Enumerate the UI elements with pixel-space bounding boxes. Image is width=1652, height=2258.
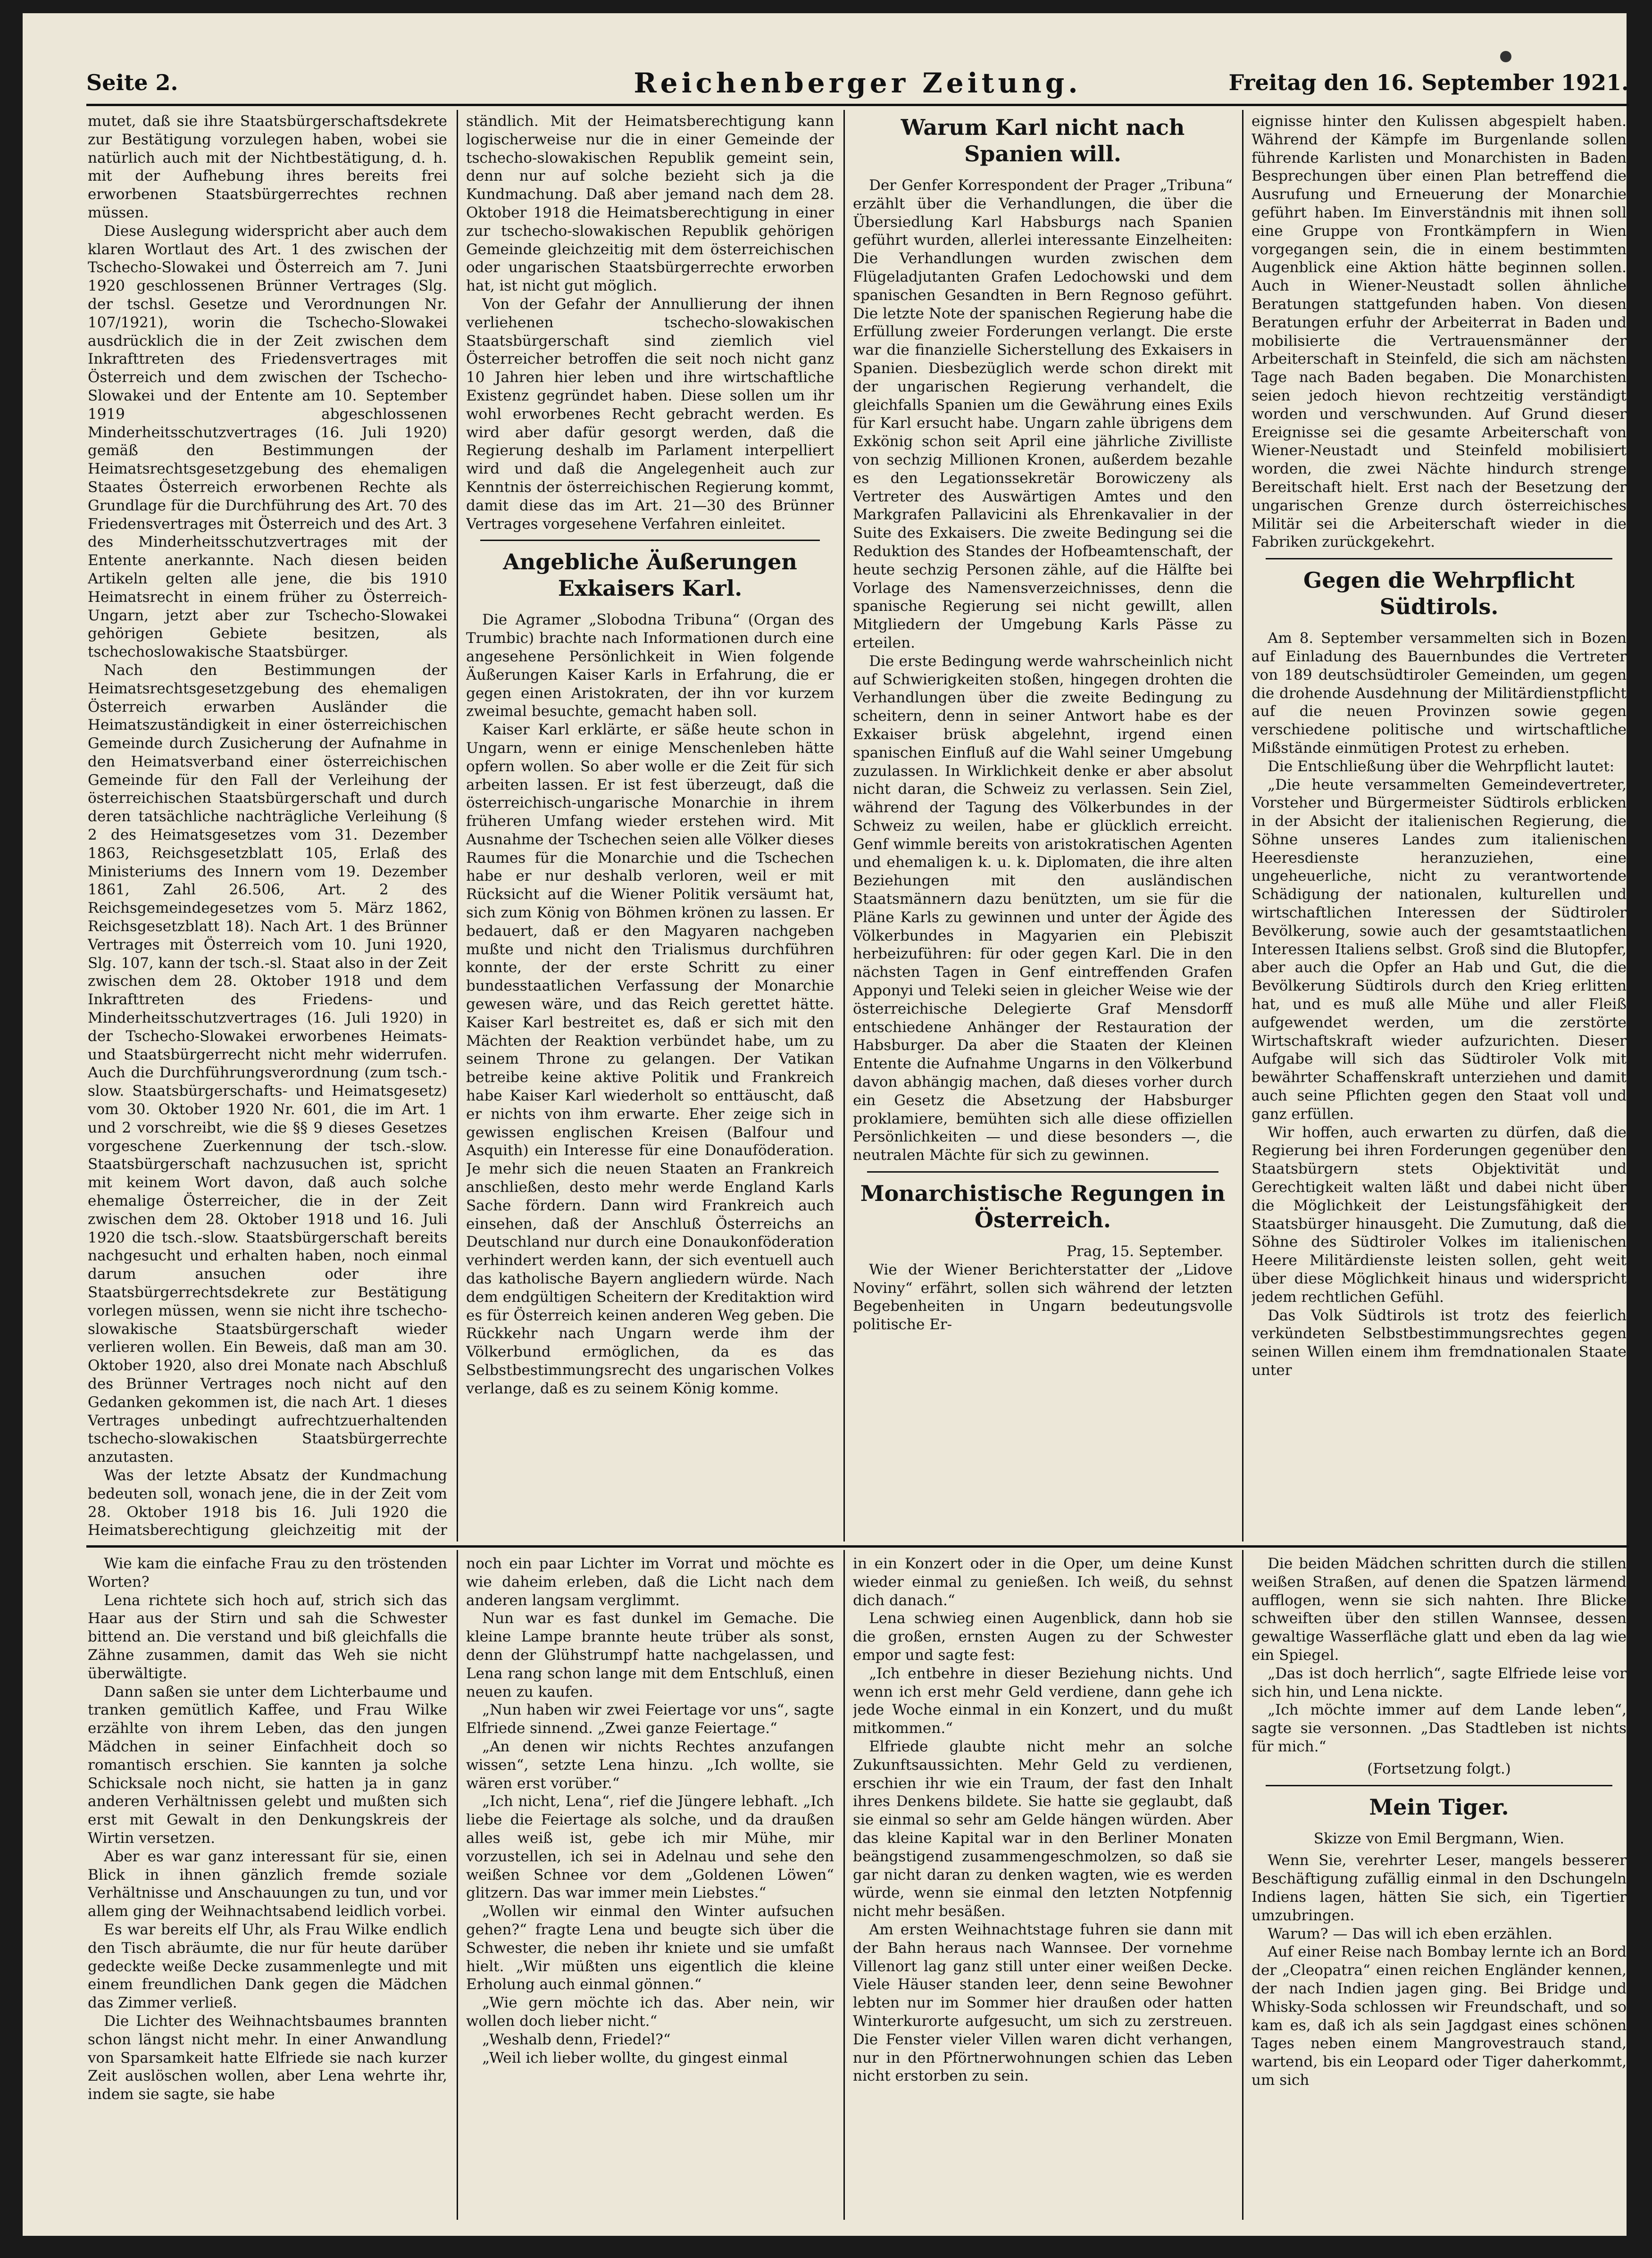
paragraph: Aber es war ganz interessant für sie, einen Blick in ihnen gänzlich fremde soziale Verhältnisse und Anschauungen zu tun, und vor allem ging der Weihnachtsabend leidlich vorbei. (88, 1848, 447, 1920)
paragraph: Dann saßen sie unter dem Lichterbaume und tranken gemütlich Kaffee, und Frau Wilke erzählte von ihrem Leben, das den jungen Mädchen in seiner Einfachheit doch so romantisch erschien. Sie kannten ja solche Schicksale noch nicht, sie hatten ja in ganz anderen Verhältnissen gelebt und mußten sich erst mit Gewalt in den Denkungskreis der Wirtin versetzen. (88, 1683, 447, 1847)
paragraph: Der Genfer Korrespondent der Prager „Tribuna“ erzählt über die Verhandlungen, die über die Übersiedlung Karl Habsburgs nach Spanien geführt wurden, allerlei interessante Einzelheiten: Die Verhandlungen wurden zwischen dem Flügeladjutanten Grafen Ledochowski und dem spanischen Gesandten in Bern Regnoso geführt. Die letzte Note der spanischen Regierung habe die Erfüllung zweier Forderungen verlangt. Die erste war die finanzielle Sicherstellung des Exkaisers in Spanien. Diesbezüglich werde schon direkt mit der ungarischen Regierung verhandelt, die gleichfalls Spanien um die Gewährung eines Exils für Karl ersucht habe. Ungarn zahle übrigens dem Exkönig schon seit April eine jährliche Zivilliste von sechzig Millionen Kronen, außerdem bezahle es den Legationssekretär Borowiczeny als Vertreter des Auswärtigen Amtes und den Markgrafen Pallavicini als Ehrenkavalier in der Suite des Exkaisers. Die zweite Bedingung sei die Reduktion des Standes der Hofbeamtenschaft, der heute sechzig Personen zähle, auf die Hälfte bei Vorlage des Namensverzeichnisses, denn die spanische Regierung sei nicht gewillt, allen Mitgliedern der Umgebung Karls Pässe zu erteilen. (853, 177, 1233, 651)
paragraph: in ein Konzert oder in die Oper, um deine Kunst wieder einmal zu genießen. Ich weiß, du sehnst dich danach.“ (853, 1555, 1233, 1609)
article-column-4 (1252, 112, 1627, 1539)
paragraph: „Ich möchte immer auf dem Lande leben“, sagte sie versonnen. „Das Stadtleben ist nichts für mich.“ (1252, 1701, 1627, 1755)
article-column-2 (466, 112, 834, 1539)
column-divider (843, 1550, 845, 2220)
paragraph: „Nun haben wir zwei Feiertage vor uns“, sagte Elfriede sinnend. „Zwei ganze Feiertage.“ (466, 1701, 834, 1737)
binding-hole-mark (1500, 51, 1511, 62)
column-divider (457, 110, 458, 1541)
paragraph: noch ein paar Lichter im Vorrat und möchte es wie daheim erleben, daß die Licht nach dem anderen langsam verglimmt. (466, 1555, 834, 1609)
paragraph: „Wollen wir einmal den Winter aufsuchen gehen?“ fragte Lena und beugte sich über die Schwester, die neben ihr kniete und sie umfaßt hielt. „Wir müßten uns eigentlich die kleine Erholung auch einmal gönnen.“ (466, 1903, 834, 1993)
feuilleton-rule (86, 1545, 1629, 1548)
paragraph: mutet, daß sie ihre Staatsbürgerschaftsdekrete zur Bestätigung vorzulegen haben, wobei sie natürlich auch mit der Nichtbestätigung, d. h. mit der Aufhebung ihres bereits frei erworbenen Staatsbürgerrechtes rechnen müssen. (88, 113, 447, 221)
paragraph: „Wie gern möchte ich das. Aber nein, wir wollen doch lieber nicht.“ (466, 1994, 834, 2030)
paragraph: Auf einer Reise nach Bombay lernte ich an Bord der „Cleopatra“ einen reichen Engländer kennen, der nach Indien jagen ging. Bei Bridge und Whisky-Soda schlossen wir Freundschaft, und so kam es, daß ich als sein Jagdgast eines schönen Tages neben einem Mangrovestrauch stand, wartend, bis ein Leopard oder Tiger daherkommt, um sich (1252, 1943, 1627, 2089)
column-divider (1242, 1550, 1243, 2220)
paragraph: eignisse hinter den Kulissen abgespielt haben. Während der Kämpfe im Burgenlande sollen führende Karlisten und Monarchisten in Baden Besprechungen über einen Plan betreffend die Ausrufung und Erneuerung der Monarchie geführt haben. Im Einverständnis mit ihnen soll eine Gruppe von Frontkämpfern in Wien vorgegangen sein, die in einem bestimmten Augenblick eine Aktion hätte beginnen sollen. Auch in Wiener-Neustadt sollen ähnliche Beratungen stattgefunden haben. Von diesen Beratungen erfuhr der Arbeiterrat in Baden und mobilisierte die Vertrauensmänner der Arbeiterschaft in Steinfeld, die sich am nächsten Tage nach Baden begaben. Die Monarchisten seien jedoch hievon rechtzeitig verständigt worden und verschwunden. Auf Grund dieser Ereignisse sei die gesamte Arbeiterschaft von Wiener-Neustadt und Steinfeld mobilisiert worden, die zwei Nächte hindurch strenge Bereitschaft hielt. Erst nach der Besetzung der ungarischen Grenze durch österreichisches Militär sei die Arbeiterschaft wieder in die Fabriken zurückgekehrt. (1252, 113, 1627, 551)
article-headline: Warum Karl nicht nach Spanien will. (901, 115, 1185, 167)
article-headline: Gegen die Wehrpflicht Südtirols. (1303, 567, 1575, 620)
newspaper-page (23, 13, 1627, 2236)
paragraph: Wie kam die einfache Frau zu den tröstenden Worten? (88, 1555, 447, 1591)
paragraph: Von der Gefahr der Annullierung der ihnen verliehenen tschecho-slowakischen Staatsbürgerschaft sind ziemlich viel Österreicher betroffen die seit noch nicht ganz 10 Jahren hier leben und ihre wirtschaftliche Existenz gegründet haben. Diese sollen um ihr wohl erworbenes Recht gebracht werden. Es wird aber dafür gesorgt werden, daß die Regierung deshalb im Parlament interpelliert wird und daß die Angelegenheit auch zur Kenntnis der österreichischen Regierung kommt, damit diese das im Art. 21—30 des Brünner Vertrages vorgesehene Verfahren einleitet. (466, 295, 834, 533)
article-separator (1266, 1785, 1612, 1786)
feuilleton-column-2 (466, 1555, 834, 2220)
paragraph: Die Lichter des Weihnachtsbaumes brannten schon längst nicht mehr. In einer Anwandlung von Sparsamkeit hatte Elfriede sie nach kurzer Zeit auslöschen wollen, aber Lena wehrte ihr, indem sie sagte, sie habe (88, 2012, 447, 2103)
paragraph: Wenn Sie, verehrter Leser, mangels besserer Beschäftigung zufällig einmal in den Dschungeln Indiens lagen, hätten Sie sich, ein Tigertier umzubringen. (1252, 1852, 1627, 1924)
page-number: Seite 2. (86, 70, 178, 95)
article-column-1 (88, 112, 447, 1539)
paragraph: Die Agramer „Slobodna Tribuna“ (Organ des Trumbic) brachte nach Informationen durch eine angesehene Persönlichkeit in Wien folgende Äußerungen Kaiser Karls in Erfahrung, die er gegen einen Aristokraten, der ihn vor kurzem zweimal besuchte, gemacht haben soll. (466, 611, 834, 720)
paragraph: Nach den Bestimmungen der Heimatsrechtsgesetzgebung des ehemaligen Österreich erwarben Ausländer die Heimatszuständigkeit in einer österreichischen Gemeinde durch Zusicherung der Aufnahme in den Heimatsverband einer österreichischen Gemeinde für den Fall der Verleihung der österreichischen Staatsbürgerschaft und durch deren tatsächliche nachträgliche Verleihung (§ 2 des Heimatsgesetzes vom 31. Dezember 1863, Reichsgesetzblatt 105, Erlaß des Ministeriums des Innern vom 19. Dezember 1861, Zahl 26.506, Art. 2 des Reichsgemeindegesetzes vom 5. März 1862, Reichsgesetzblatt 18). Nach Art. 1 des Brünner Vertrages mit Österreich vom 10. Juni 1920, Slg. 107, kann der tsch.-sl. Staat also in der Zeit zwischen dem 28. Oktober 1918 und dem Inkrafttreten des Friedens- und Minderheitsschutzvertrages (16. Juli 1920) in der Tschecho-Slowakei erworbenes Heimats- und Staatsbürgerrecht nicht mehr widerrufen. Auch die Durchführungsverordnung (zum tsch.-slow. Staatsbürgerschafts- und Heimatsgesetz) vom 30. Oktober 1920 Nr. 601, die im Art. 1 und 2 vorschreibt, wie die §§ 9 dieses Gesetzes vorgeschene Zuerkennung der tsch.-slow. Staatsbürgerschaft nachzusuchen ist, spricht mit keinem Wort davon, daß auch solche ehemalige Österreicher, die in der Zeit zwischen dem 28. Oktober 1918 und 16. Juli 1920 die tsch.-slow. Staatsbürgerschaft bereits nachgesucht und erhalten haben, noch einmal darum ansuchen oder ihre Staatsbürgerrechtsdekrete zur Bestätigung vorlegen müssen, wenn sie nicht ihre tschecho-slowakische Staatsbürgerschaft wieder verlieren wollen. Ein Beweis, daß man am 30. Oktober 1920, also drei Monate nach Abschluß des Brünner Vertrages noch nicht auf den Gedanken gekommen ist, die nach Art. 1 dieses Vertrages unbedingt aufrechtzuerhaltenden tschecho-slowakischen Staatsbürgerrechte anzutasten. (88, 661, 447, 1466)
paragraph: Es war bereits elf Uhr, als Frau Wilke endlich den Tisch abräumte, die nur für heute darüber gedeckte weiße Decke zusammenlegte und mit einem freundlichen Dank gegen die Mädchen das Zimmer verließ. (88, 1921, 447, 2012)
paragraph: Am ersten Weihnachtstage fuhren sie dann mit der Bahn heraus nach Wannsee. Der vornehme Villenort lag ganz still unter einer weißen Decke. Viele Häuser standen leer, denn seine Bewohner lebten nur im Sommer hier draußen oder hatten Winterkurorte aufgesucht, um sich zu zerstreuen. Die Fenster vieler Villen waren dicht verhangen, nur in den Pförtnerwohnungen schien das Leben nicht erstorben zu sein. (853, 1921, 1233, 2085)
article-headline: Monarchistische Regungen in Österreich. (860, 1181, 1226, 1233)
paragraph: Was der letzte Absatz der Kundmachung bedeuten soll, wonach jene, die in der Zeit vom 28. Oktober 1918 bis 16. Juli 1920 die Heimatsberechtigung gleichzeitig mit der (88, 1466, 447, 1539)
paragraph: „Weil ich lieber wollte, du gingest einmal (482, 2049, 788, 2066)
masthead-rule (86, 104, 1629, 106)
paragraph: Die Entschließung über die Wehrpflicht lautet: (1268, 758, 1615, 775)
feuilleton-column-1 (88, 1555, 447, 2220)
paragraph: Lena richtete sich hoch auf, strich sich das Haar aus der Stirn und sah die Schwester bittend an. Die verstand und biß gleichfalls die Zähne zusammen, damit das Weh sie nicht überwältigte. (88, 1591, 447, 1682)
masthead (86, 65, 1629, 108)
column-divider (1242, 110, 1243, 1541)
feuilleton-column-4 (1252, 1555, 1627, 2220)
paragraph: Wie der Wiener Berichterstatter der „Lidove Noviny“ erfährt, sollen sich während der letzten Begebenheiten in Ungarn bedeutungsvolle politische Er- (853, 1261, 1233, 1333)
paragraph: „Ich entbehre in dieser Beziehung nichts. Und wenn ich erst mehr Geld verdiene, dann gehe ich jede Woche einmal in ein Konzert, und du mußt mitkommen.“ (853, 1665, 1233, 1737)
article-separator (867, 1171, 1218, 1173)
byline: Skizze von Emil Bergmann, Wien. (1313, 1830, 1565, 1847)
continuation-note: (Fortsetzung folgt.) (1367, 1760, 1511, 1777)
paragraph: Kaiser Karl erklärte, er säße heute schon in Ungarn, wenn er einige Menschenleben hätte opfern wollen. So aber wolle er die Zeit für sich arbeiten lassen. Er ist fest überzeugt, daß die österreichisch-ungarische Monarchie in ihrem früheren Umfang wieder erstehen wird. Mit Ausnahme der Tschechen seien alle Völker dieses Raumes für die Monarchie und die Tschechen habe er nur deshalb verloren, weil er mit Rücksicht auf die Wiener Politik versäumt hat, sich zum König von Böhmen krönen zu lassen. Er bedauert, daß er den Magyaren nachgeben mußte und nicht den Trialismus durchführen konnte, der der erste Schritt zu einer bundesstaatlichen Verfassung der Monarchie gewesen wäre, und das Reich gerettet hätte. Kaiser Karl bestreitet es, daß er sich mit den Mächten der Reaktion verbündet habe, um zu seinem Throne zu gelangen. Der Vatikan betreibe keine aktive Politik und Frankreich habe Kaiser Karl wiederholt so enttäuscht, daß er nichts von ihm erwarte. Eher zeige sich in gewissen englischen Kreisen (Balfour und Asquith) ein Interesse für eine Donauföderation. Je mehr sich die neuen Staaten an Frankreich anschließen, desto mehr werde England Karls Sache fördern. Dann wird Frankreich auch einsehen, daß der Anschluß Österreichs an Deutschland nur durch eine Donaukonföderation verhindert werden kann, der sich eventuell auch das katholische Bayern angliedern würde. Nach dem endgültigen Scheitern der Kreditaktion wird es für Österreich keinen anderen Weg geben. Die Rückkehr nach Ungarn werde ihm der Völkerbund ermöglichen, da es das Selbstbestimmungsrecht des ungarischen Volkes verlange, daß es zu seinem König komme. (466, 721, 834, 1397)
feuilleton-column-3 (853, 1555, 1233, 2220)
paragraph: ständlich. Mit der Heimatsberechtigung kann logischerweise nur die in einer Gemeinde der tschecho-slowakischen Republik gemeint sein, denn nur auf solche bezieht sich ja die Kundmachung. Daß aber jemand nach dem 28. Oktober 1918 die Heimatsberechtigung in einer zur tschecho-slowakischen Republik gehörigen Gemeinde gleichzeitig mit dem österreichischen oder ungarischen Staatsbürgerrechte erworben hat, ist nicht gut möglich. (466, 113, 834, 295)
paragraph: Das Volk Südtirols ist trotz des feierlich verkündeten Selbstbestimmungsrechtes gegen seinen Willen einem ihm fremdnationalen Staate unter (1252, 1307, 1627, 1379)
paragraph: Die erste Bedingung werde wahrscheinlich nicht auf Schwierigkeiten stoßen, hingegen drohten die Verhandlungen über die zweite Bedingung zu scheitern, denn in seiner Antwort habe es der Exkaiser brüsk abgelehnt, irgend einen spanischen Einfluß auf die Wahl seiner Umgebung zuzulassen. In Wirklichkeit denke er aber absolut nicht daran, die Schweiz zu verlassen. Sein Ziel, während der Tagung des Völkerbundes in der Schweiz zu weilen, habe er glücklich erreicht. Genf wimmle bereits von aristokratischen Agenten und ehemaligen k. u. k. Diplomaten, die ihre alten Beziehungen mit den ausländischen Staatsmännern dazu benützten, um sie für die Pläne Karls zu gewinnen und unter der Ägide des Völkerbundes in Magyarien ein Plebiszit herbeizuführen: für oder gegen Karl. Die in den nächsten Tagen in Genf eintreffenden Grafen Apponyi und Teleki seien in gleicher Weise wie der österreichische Delegierte Graf Mensdorff entschiedene Anhänger der Restauration der Habsburger. Da aber die Staaten der Kleinen Entente die Aufnahme Ungarns in den Völkerbund davon abhängig machen, daß dieses vorher durch ein Gesetz die Absetzung der Habsburger proklamiere, bemühten sich alle diese offiziellen Persönlichkeiten — und diese besonders —, die neutralen Mächte für sich zu gewinnen. (853, 652, 1233, 1164)
newspaper-title: Reichenberger Zeitung. (634, 67, 1082, 99)
paragraph: „Ich nicht, Lena“, rief die Jüngere lebhaft. „Ich liebe die Feiertage als solche, und da draußen alles weiß ist, gebe ich mir Mühe, mir vorzustellen, ich sei in Adelnau und sehe den weißen Schnee vor dem „Goldenen Löwen“ glitzern. Das war immer mein Liebstes.“ (466, 1793, 834, 1902)
paragraph: Nun war es fast dunkel im Gemache. Die kleine Lampe brannte heute trüber als sonst, denn der Glühstrumpf hatte nachgelassen, und Lena rang schon lange mit dem Entschluß, einen neuen zu kaufen. (466, 1610, 834, 1700)
story-headline: Mein Tiger. (1369, 1794, 1509, 1820)
dateline: Prag, 15. September. (1067, 1243, 1223, 1260)
paragraph: Die beiden Mädchen schritten durch die stillen weißen Straßen, auf denen die Spatzen lärmend aufflogen, wenn sie sich nahten. Ihre Blicke schweiften über den stillen Wannsee, dessen gewaltige Wasserfläche glatt und eben da lag wie ein Spiegel. (1252, 1555, 1627, 1664)
paragraph: Diese Auslegung widerspricht aber auch dem klaren Wortlaut des Art. 1 des zwischen der Tschecho-Slowakei und Österreich am 7. Juni 1920 geschlossenen Brünner Vertrages (Slg. der tschsl. Gesetze und Verordnungen Nr. 107/1921), worin die Tschecho-Slowakei ausdrücklich die in der Zeit zwischen dem Inkrafttreten des Friedensvertrages mit Österreich und dem zwischen der Tschecho-Slowakei und der Entente am 10. September 1919 abgeschlossenen Minderheitsschutzvertrages (16. Juli 1920) gemäß den Bestimmungen der Heimatsrechtsgesetzgebung des ehemaligen Staates Österreich erworbenen Rechte als Grundlage für die Durchführung des Art. 70 des Friedensvertrages mit Österreich und des Art. 3 des Minderheitsschutzvertrages mit der Entente anerkannte. Nach diesen beiden Artikeln gelten alle jene, die bis 1910 Heimatsrecht in einem früher zu Österreich-Ungarn, jetzt aber zur Tschecho-Slowakei gehörigen Gebiete besitzen, als tschechoslowakische Staatsbürger. (88, 222, 447, 661)
paragraph: Warum? — Das will ich eben erzählen. (1268, 1925, 1552, 1942)
column-divider (457, 1550, 458, 2220)
paragraph: Wir hoffen, auch erwarten zu dürfen, daß die Regierung bei ihren Forderungen gegenüber den Staatsbürgern stets Objektivität und Gerechtigkeit walten läßt und dabei nicht über die Möglichkeit der Leistungsfähigkeit der Staatsbürger hinausgeht. Die Zumutung, daß die Söhne des Südtiroler Volkes im italienischen Heere Militärdienste leisten sollen, geht weit über diese Möglichkeit hinaus und widerspricht jedem rechtlichen Gefühl. (1252, 1124, 1627, 1306)
paragraph: „An denen wir nichts Rechtes anzufangen wissen“, setzte Lena hinzu. „Ich wollte, sie wären erst vorüber.“ (466, 1738, 834, 1792)
article-headline: Angebliche Äußerungen Exkaisers Karl. (503, 549, 797, 601)
paragraph: Elfriede glaubte nicht mehr an solche Zukunftsaussichten. Mehr Geld zu verdienen, erschien ihr wie ein Traum, der fast den Inhalt ihres Denkens bildete. Sie hatte sie geglaubt, daß sie einmal so sehr am Gelde hängen würden. Aber das kleine Kapital war in den Berliner Monaten beängstigend zusammengeschmolzen, so daß sie gar nicht daran zu denken wagten, wie es werden würde, wenn sie einmal den letzten Notpfennig nicht mehr besäßen. (853, 1738, 1233, 1920)
paragraph: „Die heute versammelten Gemeindevertreter, Vorsteher und Bürgermeister Südtirols erblicken in der Absicht der italienischen Regierung, die Söhne unseres Landes zum italienischen Heeresdienste heranzuziehen, eine ungeheuerliche, nicht zu verantwortende Schädigung der nationalen, kulturellen und wirtschaftlichen Interessen der Südtiroler Bevölkerung, sowie auch der gesamtstaatlichen Interessen Italiens selbst. Groß sind die Blutopfer, aber auch die Opfer an Hab und Gut, die die Bevölkerung Südtirols durch den Krieg erlitten hat, und es muß alle Mühe und aller Fleiß aufgewendet werden, um die zerstörte Wirtschaftskraft wieder aufzurichten. Dieser Aufgabe will sich das Südtiroler Volk mit bewährter Schaffenskraft unterziehen und damit auch seine Pflichten gegen den Staat voll und ganz erfüllen. (1252, 776, 1627, 1123)
article-separator (480, 540, 820, 541)
paragraph: Lena schwieg einen Augenblick, dann hob sie die großen, ernsten Augen zu der Schwester empor und sagte fest: (853, 1610, 1233, 1664)
column-divider (843, 110, 845, 1541)
paragraph: Am 8. September versammelten sich in Bozen auf Einladung des Bauernbundes die Vertreter von 189 deutschsüdtiroler Gemeinden, um gegen die drohende Ausdehnung der Militärdienstpflicht auf die neuen Provinzen sowie gegen verschiedene politische und wirtschaftliche Mißstände einmütigen Protest zu erheben. (1252, 630, 1627, 757)
article-column-3 (853, 112, 1233, 1539)
issue-date: Freitag den 16. September 1921. (1228, 70, 1629, 95)
paragraph: „Weshalb denn, Friedel?“ (482, 2031, 671, 2048)
paragraph: „Das ist doch herrlich“, sagte Elfriede leise vor sich hin, und Lena nickte. (1252, 1665, 1627, 1700)
article-separator (1266, 558, 1612, 559)
